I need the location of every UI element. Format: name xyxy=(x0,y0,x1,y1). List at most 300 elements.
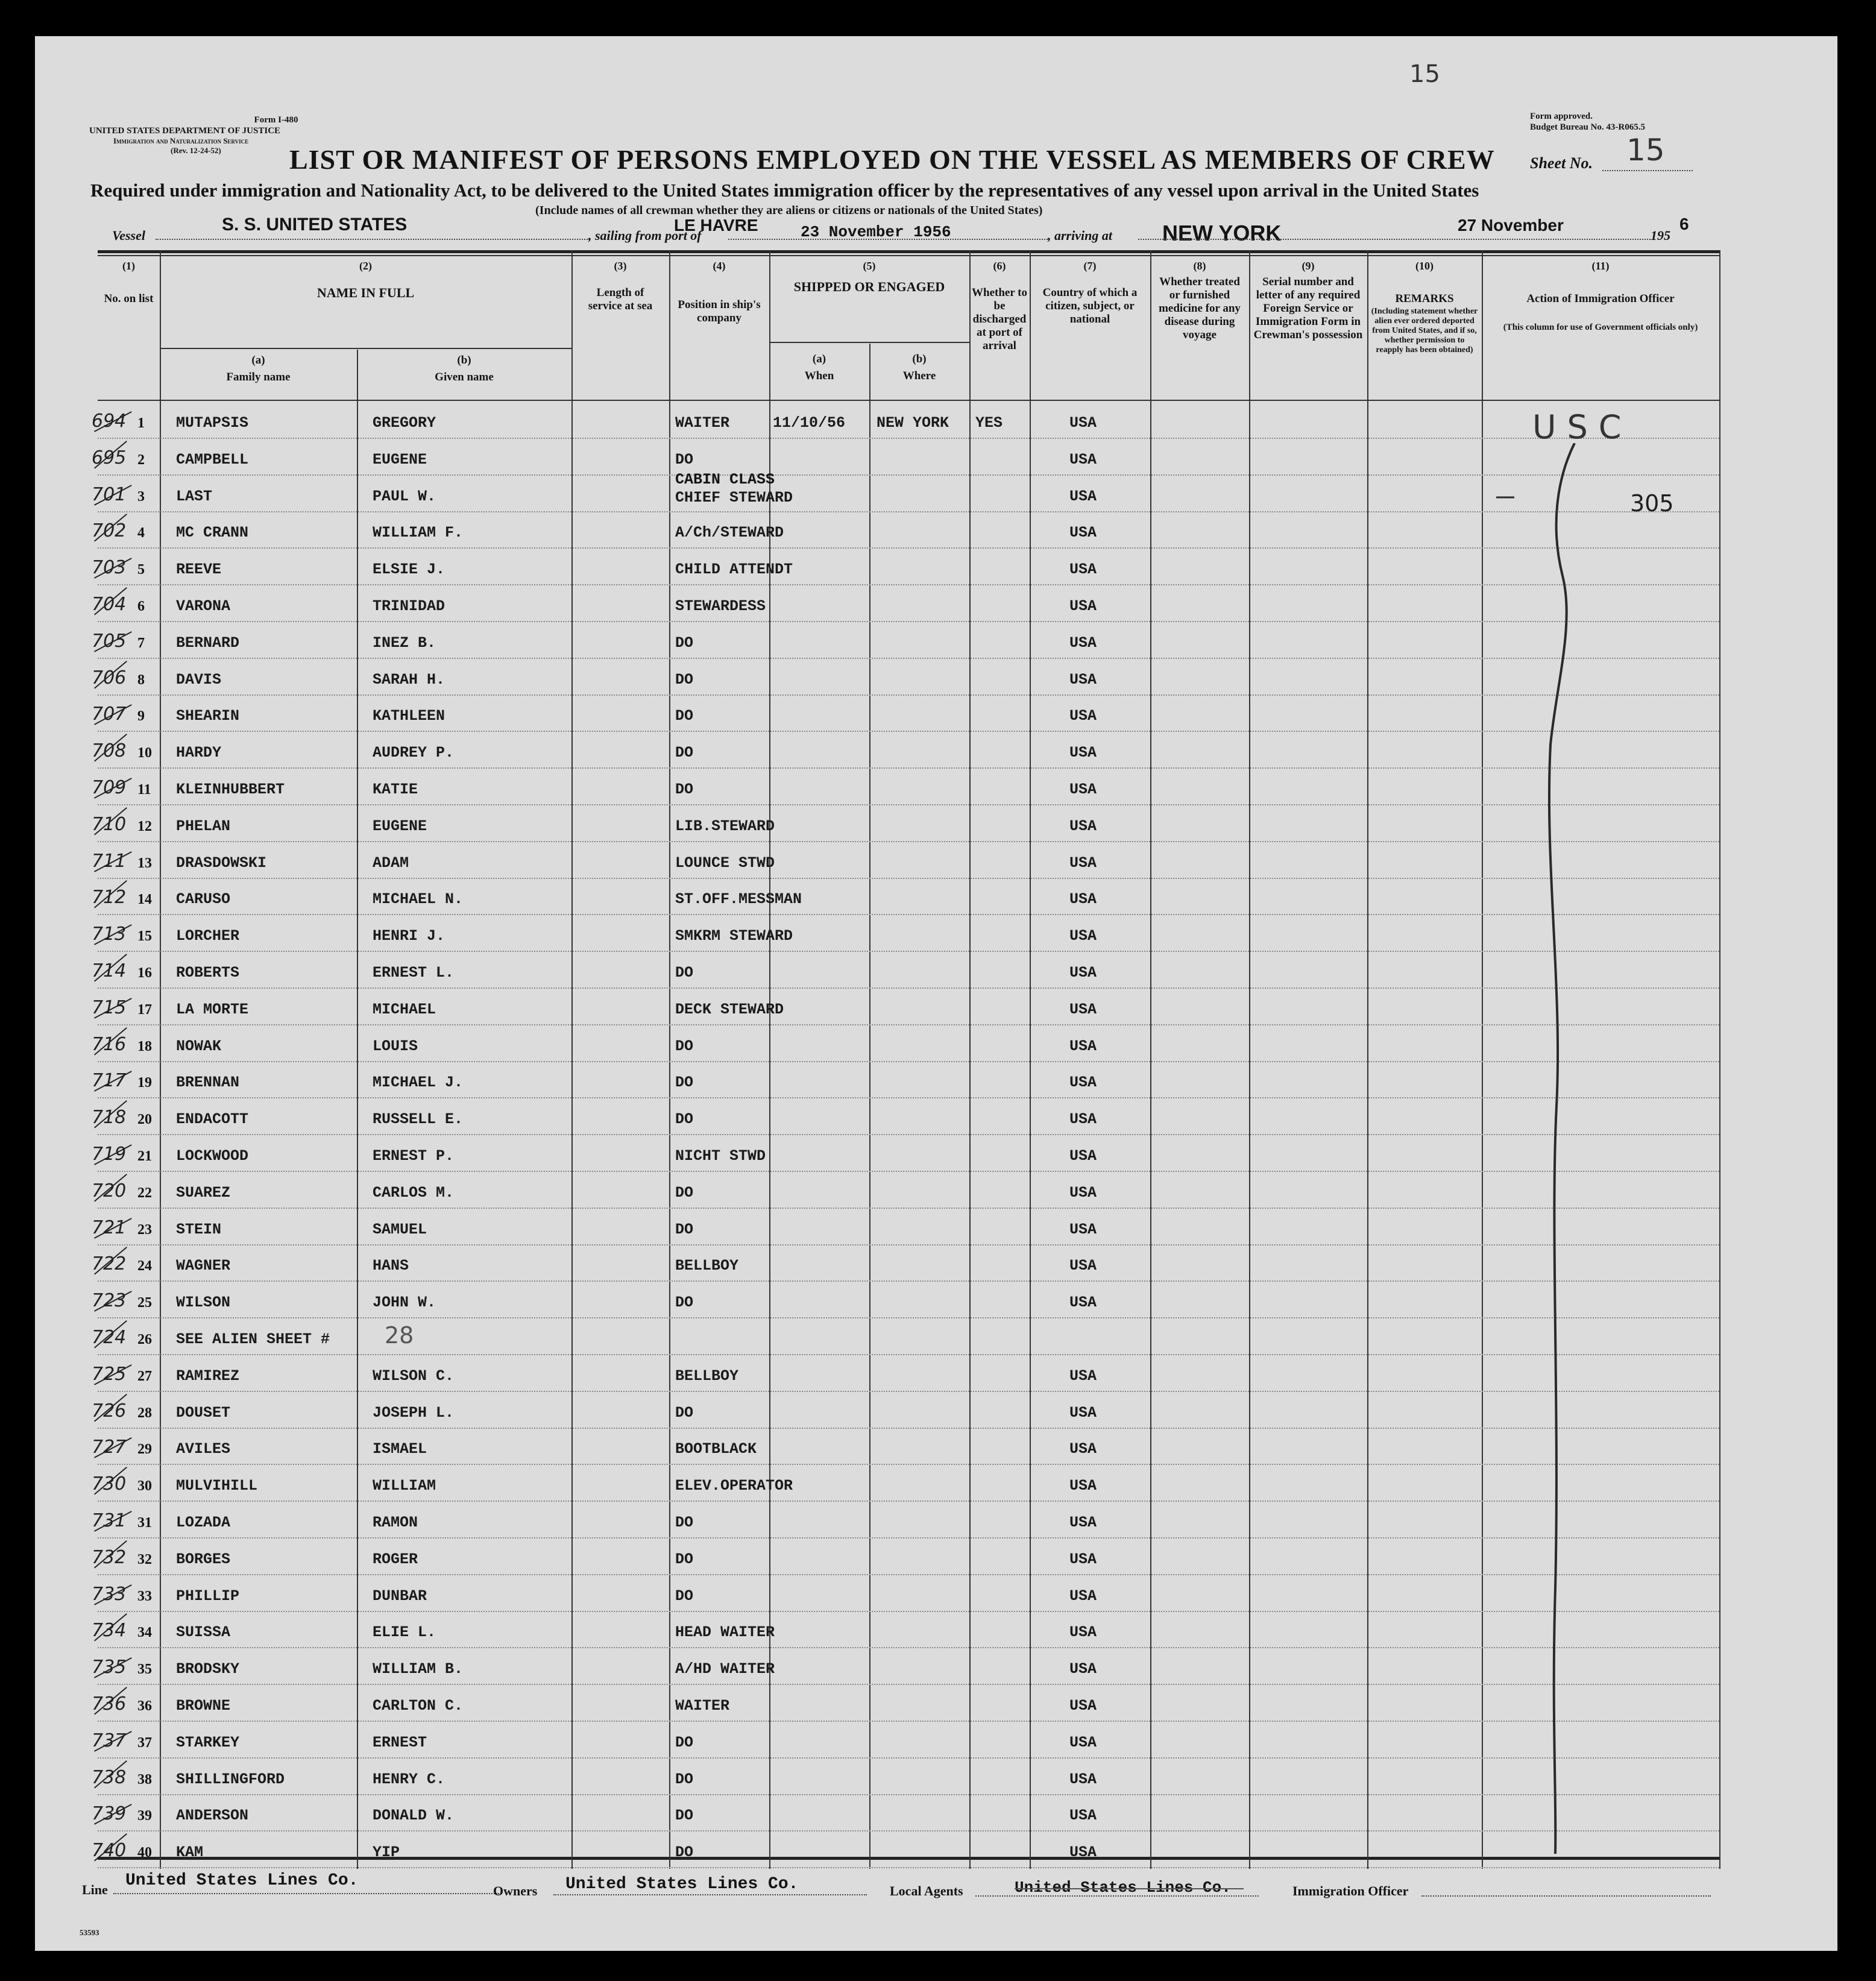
position: DO xyxy=(675,1733,694,1751)
handwritten-list-number: 725 xyxy=(92,1363,127,1385)
position: A/HD WAITER xyxy=(675,1660,775,1678)
handwritten-list-number: 716 xyxy=(92,1033,127,1055)
family-name: LOZADA xyxy=(176,1514,231,1531)
col6-number: (6) xyxy=(993,260,1006,272)
family-name: NOWAK xyxy=(176,1037,222,1055)
row-number: 11 xyxy=(137,782,151,798)
country: USA xyxy=(1069,854,1097,872)
given-name: ADAM xyxy=(373,854,409,872)
sailing-label: , sailing from port of xyxy=(588,228,702,243)
given-name: INEZ B. xyxy=(373,634,436,652)
table-row xyxy=(92,1648,1719,1685)
handwritten-list-number: 718 xyxy=(92,1107,127,1129)
country: USA xyxy=(1069,634,1097,652)
country: USA xyxy=(1069,1660,1097,1678)
position-line-1: CABIN CLASS xyxy=(675,470,775,488)
country: USA xyxy=(1069,817,1097,835)
position: DO xyxy=(675,1183,694,1202)
top-handwritten-number: 15 xyxy=(1409,60,1440,88)
arrival-date: 27 November xyxy=(1458,216,1564,235)
table-row xyxy=(92,1282,1719,1318)
given-name: SARAH H. xyxy=(373,670,445,688)
col10-number: (10) xyxy=(1415,260,1434,272)
handwritten-list-number: 733 xyxy=(92,1583,127,1605)
position: DO xyxy=(675,1074,694,1092)
handwritten-list-number: 706 xyxy=(92,667,127,688)
row-number: 4 xyxy=(137,525,145,541)
row-number: 13 xyxy=(137,855,152,871)
given-name: WILLIAM B. xyxy=(373,1660,464,1678)
row-number: 6 xyxy=(137,599,145,614)
position: ELEV.OPERATOR xyxy=(675,1477,793,1495)
footer-agents-label: Local Agents xyxy=(890,1883,963,1898)
given-name: DONALD W. xyxy=(373,1807,455,1825)
row-number: 2 xyxy=(137,452,145,468)
country: USA xyxy=(1069,1440,1097,1458)
family-name: VARONA xyxy=(176,597,231,615)
table-row xyxy=(92,659,1719,696)
given-name: JOHN W. xyxy=(373,1294,436,1312)
given-name: EUGENE xyxy=(373,450,427,468)
row-number: 23 xyxy=(137,1221,152,1238)
table-row xyxy=(92,805,1719,842)
family-name: BERNARD xyxy=(176,634,240,652)
country: USA xyxy=(1069,1477,1097,1495)
row-number: 3 xyxy=(137,488,145,505)
country: USA xyxy=(1069,890,1097,909)
col7-header: Country of which a citizen, subject, or national xyxy=(1042,286,1138,326)
country: USA xyxy=(1069,1770,1097,1788)
given-name: ELIE L. xyxy=(373,1624,436,1642)
handwritten-list-number: 695 xyxy=(92,447,127,468)
handwritten-list-number: 710 xyxy=(92,813,127,835)
handwritten-list-number: 705 xyxy=(92,630,127,652)
country: USA xyxy=(1069,524,1097,542)
given-name: WILSON C. xyxy=(373,1367,455,1385)
row-number: 26 xyxy=(137,1332,152,1347)
country: USA xyxy=(1069,1257,1097,1275)
row-number: 33 xyxy=(137,1588,152,1604)
handwritten-list-number: 708 xyxy=(92,740,127,762)
table-row xyxy=(92,1135,1719,1172)
family-name: SUISSA xyxy=(176,1624,231,1642)
handwritten-list-number: 694 xyxy=(92,411,127,432)
table-row xyxy=(92,1722,1719,1759)
handwritten-list-number: 726 xyxy=(92,1400,127,1422)
family-name: MUTAPSIS xyxy=(176,414,249,432)
row-number: 14 xyxy=(137,892,152,908)
position: ST.OFF.MESSMAN xyxy=(675,890,802,909)
country: USA xyxy=(1069,1294,1097,1312)
position: DO xyxy=(675,1514,694,1531)
given-name: JOSEPH L. xyxy=(373,1403,455,1422)
position: LIB.STEWARD xyxy=(675,817,775,835)
position: NICHT STWD xyxy=(675,1147,766,1165)
discharge-flag: YES xyxy=(975,414,1003,432)
handwritten-list-number: 719 xyxy=(92,1144,127,1165)
col4-header: Position in ship's company xyxy=(678,298,761,324)
table-row xyxy=(92,439,1719,476)
col2-number: (2) xyxy=(359,260,372,272)
table-row xyxy=(92,1245,1719,1282)
row-number: 20 xyxy=(137,1112,152,1128)
country: USA xyxy=(1069,1220,1097,1238)
handwritten-list-number: 722 xyxy=(92,1253,127,1275)
position: DO xyxy=(675,1037,694,1055)
row-number: 32 xyxy=(137,1551,152,1567)
col10-header: REMARKS xyxy=(1395,292,1454,305)
position: DO xyxy=(675,450,694,468)
col1-header: No. on list xyxy=(104,292,154,305)
position: DO xyxy=(675,707,694,725)
row-number: 34 xyxy=(137,1625,152,1641)
handwritten-list-number: 712 xyxy=(92,887,127,909)
handwritten-list-number: 713 xyxy=(92,924,127,945)
table-row xyxy=(92,1355,1719,1392)
col11-number: (11) xyxy=(1591,260,1610,272)
row-number: 9 xyxy=(137,708,145,725)
position: A/Ch/STEWARD xyxy=(675,524,784,542)
position: HEAD WAITER xyxy=(675,1624,775,1642)
row-number: 17 xyxy=(137,1001,152,1018)
table-row xyxy=(92,470,1719,512)
family-name: BORGES xyxy=(176,1550,231,1568)
country: USA xyxy=(1069,1514,1097,1531)
position: DO xyxy=(675,744,694,762)
given-name: WILLIAM xyxy=(373,1477,436,1495)
country: USA xyxy=(1069,964,1097,981)
family-name: MC CRANN xyxy=(176,524,249,542)
table-row xyxy=(92,402,1719,439)
handwritten-list-number: 701 xyxy=(92,483,127,505)
row-number: 29 xyxy=(137,1441,152,1458)
given-name: HANS xyxy=(373,1257,409,1275)
country: USA xyxy=(1069,1587,1097,1605)
country: USA xyxy=(1069,1624,1097,1642)
family-name: DRASDOWSKI xyxy=(176,854,267,872)
form-number: Form I-480 xyxy=(254,115,298,125)
country: USA xyxy=(1069,1697,1097,1715)
handwritten-list-number: 724 xyxy=(92,1327,127,1348)
table-row xyxy=(92,1539,1719,1575)
col3-number: (3) xyxy=(614,260,627,272)
table-row xyxy=(92,512,1719,549)
given-name: CARLTON C. xyxy=(373,1697,464,1715)
family-name: CARUSO xyxy=(176,890,231,909)
row-number: 21 xyxy=(137,1148,152,1164)
family-name: LAST xyxy=(176,487,213,505)
table-row xyxy=(92,1795,1719,1831)
row-number: 1 xyxy=(137,415,145,431)
given-name: DUNBAR xyxy=(373,1587,427,1605)
sailing-date: 23 November 1956 xyxy=(801,223,951,241)
position: CHILD ATTENDT xyxy=(675,561,793,579)
handwritten-list-number: 715 xyxy=(92,997,127,1018)
handwritten-list-number: 730 xyxy=(92,1473,127,1495)
row-number: 35 xyxy=(137,1661,152,1678)
table-row xyxy=(92,622,1719,659)
col3-header: Length of service at sea xyxy=(588,286,653,312)
position: BOOTBLACK xyxy=(675,1440,757,1458)
family-name: ANDERSON xyxy=(176,1807,249,1825)
page-title: LIST OR MANIFEST OF PERSONS EMPLOYED ON THE VESSEL AS MEMBERS OF CREW xyxy=(289,144,1495,175)
table-row xyxy=(92,1025,1719,1062)
table-row xyxy=(92,1685,1719,1722)
given-name: WILLIAM F. xyxy=(373,524,464,542)
row-number: 5 xyxy=(137,562,145,578)
family-name: SEE ALIEN SHEET # xyxy=(176,1331,330,1348)
row-number: 22 xyxy=(137,1185,152,1201)
country: USA xyxy=(1069,1074,1097,1092)
col2a-header: Family name xyxy=(226,371,291,383)
family-name: SUAREZ xyxy=(176,1183,231,1202)
position: WAITER xyxy=(675,1697,730,1715)
country: USA xyxy=(1069,1550,1097,1568)
family-name: BRENNAN xyxy=(176,1074,240,1092)
action-number: 305 xyxy=(1630,490,1674,517)
row-number: 30 xyxy=(137,1478,152,1494)
table-row xyxy=(92,915,1719,952)
family-name: PHELAN xyxy=(176,817,231,835)
page-subtitle: Required under immigration and Nationality Act, to be delivered to the United States immigration officer by the representatives of any vessel upon arrival in the United States xyxy=(90,180,1479,201)
position: DO xyxy=(675,1110,694,1129)
row-number: 19 xyxy=(137,1075,152,1091)
given-name: LOUIS xyxy=(373,1037,418,1055)
family-name: KLEINHUBBERT xyxy=(176,781,285,798)
row-number: 12 xyxy=(137,818,152,834)
footer-owners-value: United States Lines Co. xyxy=(565,1875,799,1894)
family-name: STARKEY xyxy=(176,1733,240,1751)
col5a-header: When xyxy=(804,370,834,382)
agency-name: UNITED STATES DEPARTMENT OF JUSTICE xyxy=(89,126,281,136)
crew-manifest-table xyxy=(92,250,1719,1869)
country: USA xyxy=(1069,1147,1097,1165)
approval-line-2: Budget Bureau No. 43-R065.5 xyxy=(1530,122,1645,132)
vessel-name: S. S. UNITED STATES xyxy=(222,215,408,235)
table-row xyxy=(92,1502,1719,1539)
col1-number: (1) xyxy=(122,260,135,272)
handwritten-list-number: 739 xyxy=(92,1803,127,1825)
handwritten-list-number: 723 xyxy=(92,1290,127,1312)
table-row xyxy=(92,1172,1719,1209)
position: DO xyxy=(675,781,694,798)
handwritten-list-number: 721 xyxy=(92,1217,127,1238)
approval-line-1: Form approved. xyxy=(1530,112,1593,121)
handwritten-list-number: 717 xyxy=(92,1070,127,1092)
table-row xyxy=(92,549,1719,585)
position: DO xyxy=(675,1294,694,1312)
handwritten-list-number: 735 xyxy=(92,1657,127,1678)
position: DECK STEWARD xyxy=(675,1000,784,1018)
table-row xyxy=(92,1392,1719,1429)
table-row xyxy=(92,878,1719,915)
row-number: 39 xyxy=(137,1808,152,1824)
position: DO xyxy=(675,670,694,688)
family-name: LOCKWOOD xyxy=(176,1147,249,1165)
given-name: ERNEST L. xyxy=(373,964,455,981)
col4-number: (4) xyxy=(713,260,726,272)
table-row xyxy=(92,769,1719,805)
handwritten-list-number: 703 xyxy=(92,557,127,579)
given-name: ERNEST P. xyxy=(373,1147,455,1165)
table-row xyxy=(92,695,1719,732)
action-mark: USC xyxy=(1532,408,1632,446)
footer-line-label: Line xyxy=(82,1882,108,1897)
country: USA xyxy=(1069,597,1097,615)
handwritten-list-number: 738 xyxy=(92,1766,127,1788)
family-name: WAGNER xyxy=(176,1257,231,1275)
row-number: 8 xyxy=(137,672,145,688)
handwritten-list-number: 704 xyxy=(92,594,127,615)
position: WAITER xyxy=(675,414,730,432)
row-number: 24 xyxy=(137,1258,152,1274)
year-prefix: 195 xyxy=(1651,228,1670,243)
given-name: RUSSELL E. xyxy=(373,1110,464,1129)
given-name: GREGORY xyxy=(373,414,436,432)
table-row xyxy=(92,1062,1719,1098)
row-number: 28 xyxy=(137,1405,152,1421)
country: USA xyxy=(1069,1807,1097,1825)
alien-sheet-number: 28 xyxy=(385,1322,414,1349)
page-subnote: (Include names of all crewman whether they are aliens or citizens or nationals of the United States) xyxy=(535,204,1043,217)
family-name: REEVE xyxy=(176,561,222,579)
given-name: ELSIE J. xyxy=(373,561,445,579)
position: DO xyxy=(675,964,694,981)
given-name: YIP xyxy=(373,1844,400,1862)
table-row xyxy=(92,1611,1719,1648)
col5b-header: Where xyxy=(902,370,936,382)
table-row xyxy=(92,1098,1719,1135)
family-name: RAMIREZ xyxy=(176,1367,240,1385)
footer-line-value: United States Lines Co. xyxy=(125,1871,359,1890)
col5b-letter: (b) xyxy=(912,353,927,365)
shipped-when: 11/10/56 xyxy=(773,414,846,432)
family-name: DAVIS xyxy=(176,670,222,688)
col8-number: (8) xyxy=(1193,260,1206,272)
table-row xyxy=(92,842,1719,879)
family-name: PHILLIP xyxy=(176,1587,240,1605)
table-row xyxy=(92,952,1719,989)
given-name: EUGENE xyxy=(373,817,427,835)
position: DO xyxy=(675,1770,694,1788)
handwritten-list-number: 732 xyxy=(92,1546,127,1568)
col10-note: (Including statement whether alien ever ordered deported from United States, and if so, whether permission to reapply has been obtained) xyxy=(1371,307,1478,354)
table-row xyxy=(92,1465,1719,1502)
row-number: 25 xyxy=(137,1295,152,1311)
handwritten-list-number: 720 xyxy=(92,1180,127,1202)
country: USA xyxy=(1069,781,1097,798)
handwritten-list-number: 702 xyxy=(92,520,127,542)
country: USA xyxy=(1069,927,1097,945)
handwritten-list-number: 731 xyxy=(92,1510,127,1531)
row-number: 37 xyxy=(137,1734,152,1751)
handwritten-list-number: 714 xyxy=(92,960,127,981)
given-name: MICHAEL N. xyxy=(373,890,464,909)
country: USA xyxy=(1069,450,1097,468)
position: DO xyxy=(675,1220,694,1238)
row-number: 7 xyxy=(137,635,145,651)
col5-header: SHIPPED OR ENGAGED xyxy=(793,279,945,294)
family-name: BROWNE xyxy=(176,1697,231,1715)
position: CHIEF STEWARD xyxy=(675,488,793,506)
position: BELLBOY xyxy=(675,1257,739,1275)
row-number: 18 xyxy=(137,1038,152,1054)
row-number: 36 xyxy=(137,1698,152,1714)
position: DO xyxy=(675,634,694,652)
position: SMKRM STEWARD xyxy=(675,927,793,945)
country: USA xyxy=(1069,1000,1097,1018)
country: USA xyxy=(1069,670,1097,688)
family-name: HARDY xyxy=(176,744,222,762)
col11-note: (This column for use of Government officials only) xyxy=(1503,323,1698,332)
position: LOUNCE STWD xyxy=(675,854,775,872)
action-bracket-mark xyxy=(1484,443,1629,1860)
col2a-letter: (a) xyxy=(251,354,265,367)
given-name: SAMUEL xyxy=(373,1220,427,1238)
country: USA xyxy=(1069,1183,1097,1202)
position: DO xyxy=(675,1807,694,1825)
table-row xyxy=(92,1209,1719,1246)
family-name: WILSON xyxy=(176,1294,231,1312)
given-name: ISMAEL xyxy=(373,1440,427,1458)
handwritten-list-number: 709 xyxy=(92,777,127,798)
table-row xyxy=(92,1428,1719,1465)
shipped-where: NEW YORK xyxy=(877,414,949,432)
doc-code: 53593 xyxy=(80,1928,99,1937)
country: USA xyxy=(1069,561,1097,579)
country: USA xyxy=(1069,744,1097,762)
position: DO xyxy=(675,1403,694,1422)
family-name: MULVIHILL xyxy=(176,1477,258,1495)
family-name: KAM xyxy=(176,1844,204,1862)
position: DO xyxy=(675,1844,694,1862)
country: USA xyxy=(1069,1733,1097,1751)
arriving-label: , arriving at xyxy=(1048,228,1112,243)
given-name: HENRI J. xyxy=(373,927,445,945)
family-name: LA MORTE xyxy=(176,1000,249,1018)
country: USA xyxy=(1069,1367,1097,1385)
col11-header: Action of Immigration Officer xyxy=(1526,292,1675,305)
col9-number: (9) xyxy=(1302,260,1315,272)
given-name: RAMON xyxy=(373,1514,418,1531)
col2b-letter: (b) xyxy=(457,354,471,367)
row-number: 16 xyxy=(137,965,152,981)
sheet-number: 15 xyxy=(1626,133,1665,168)
col2b-header: Given name xyxy=(435,371,494,383)
handwritten-list-number: 734 xyxy=(92,1620,127,1642)
given-name: ROGER xyxy=(373,1550,418,1568)
position: STEWARDESS xyxy=(675,597,766,615)
given-name: KATHLEEN xyxy=(373,707,445,725)
handwritten-list-number: 727 xyxy=(92,1437,127,1458)
footer-agents-value: United States Lines Co. xyxy=(1015,1879,1231,1897)
table-row xyxy=(92,585,1719,622)
family-name: SHEARIN xyxy=(176,707,240,725)
family-name: STEIN xyxy=(176,1220,222,1238)
country: USA xyxy=(1069,414,1097,432)
arriving-port: NEW YORK xyxy=(1162,221,1282,245)
country: USA xyxy=(1069,1844,1097,1862)
manifest-page xyxy=(35,36,1837,1951)
row-number: 40 xyxy=(137,1845,152,1861)
position: BELLBOY xyxy=(675,1367,739,1385)
country: USA xyxy=(1069,1403,1097,1422)
col7-number: (7) xyxy=(1083,260,1097,272)
position: DO xyxy=(675,1587,694,1605)
col5-number: (5) xyxy=(863,260,876,272)
given-name: HENRY C. xyxy=(373,1770,445,1788)
given-name: MICHAEL xyxy=(373,1000,436,1018)
